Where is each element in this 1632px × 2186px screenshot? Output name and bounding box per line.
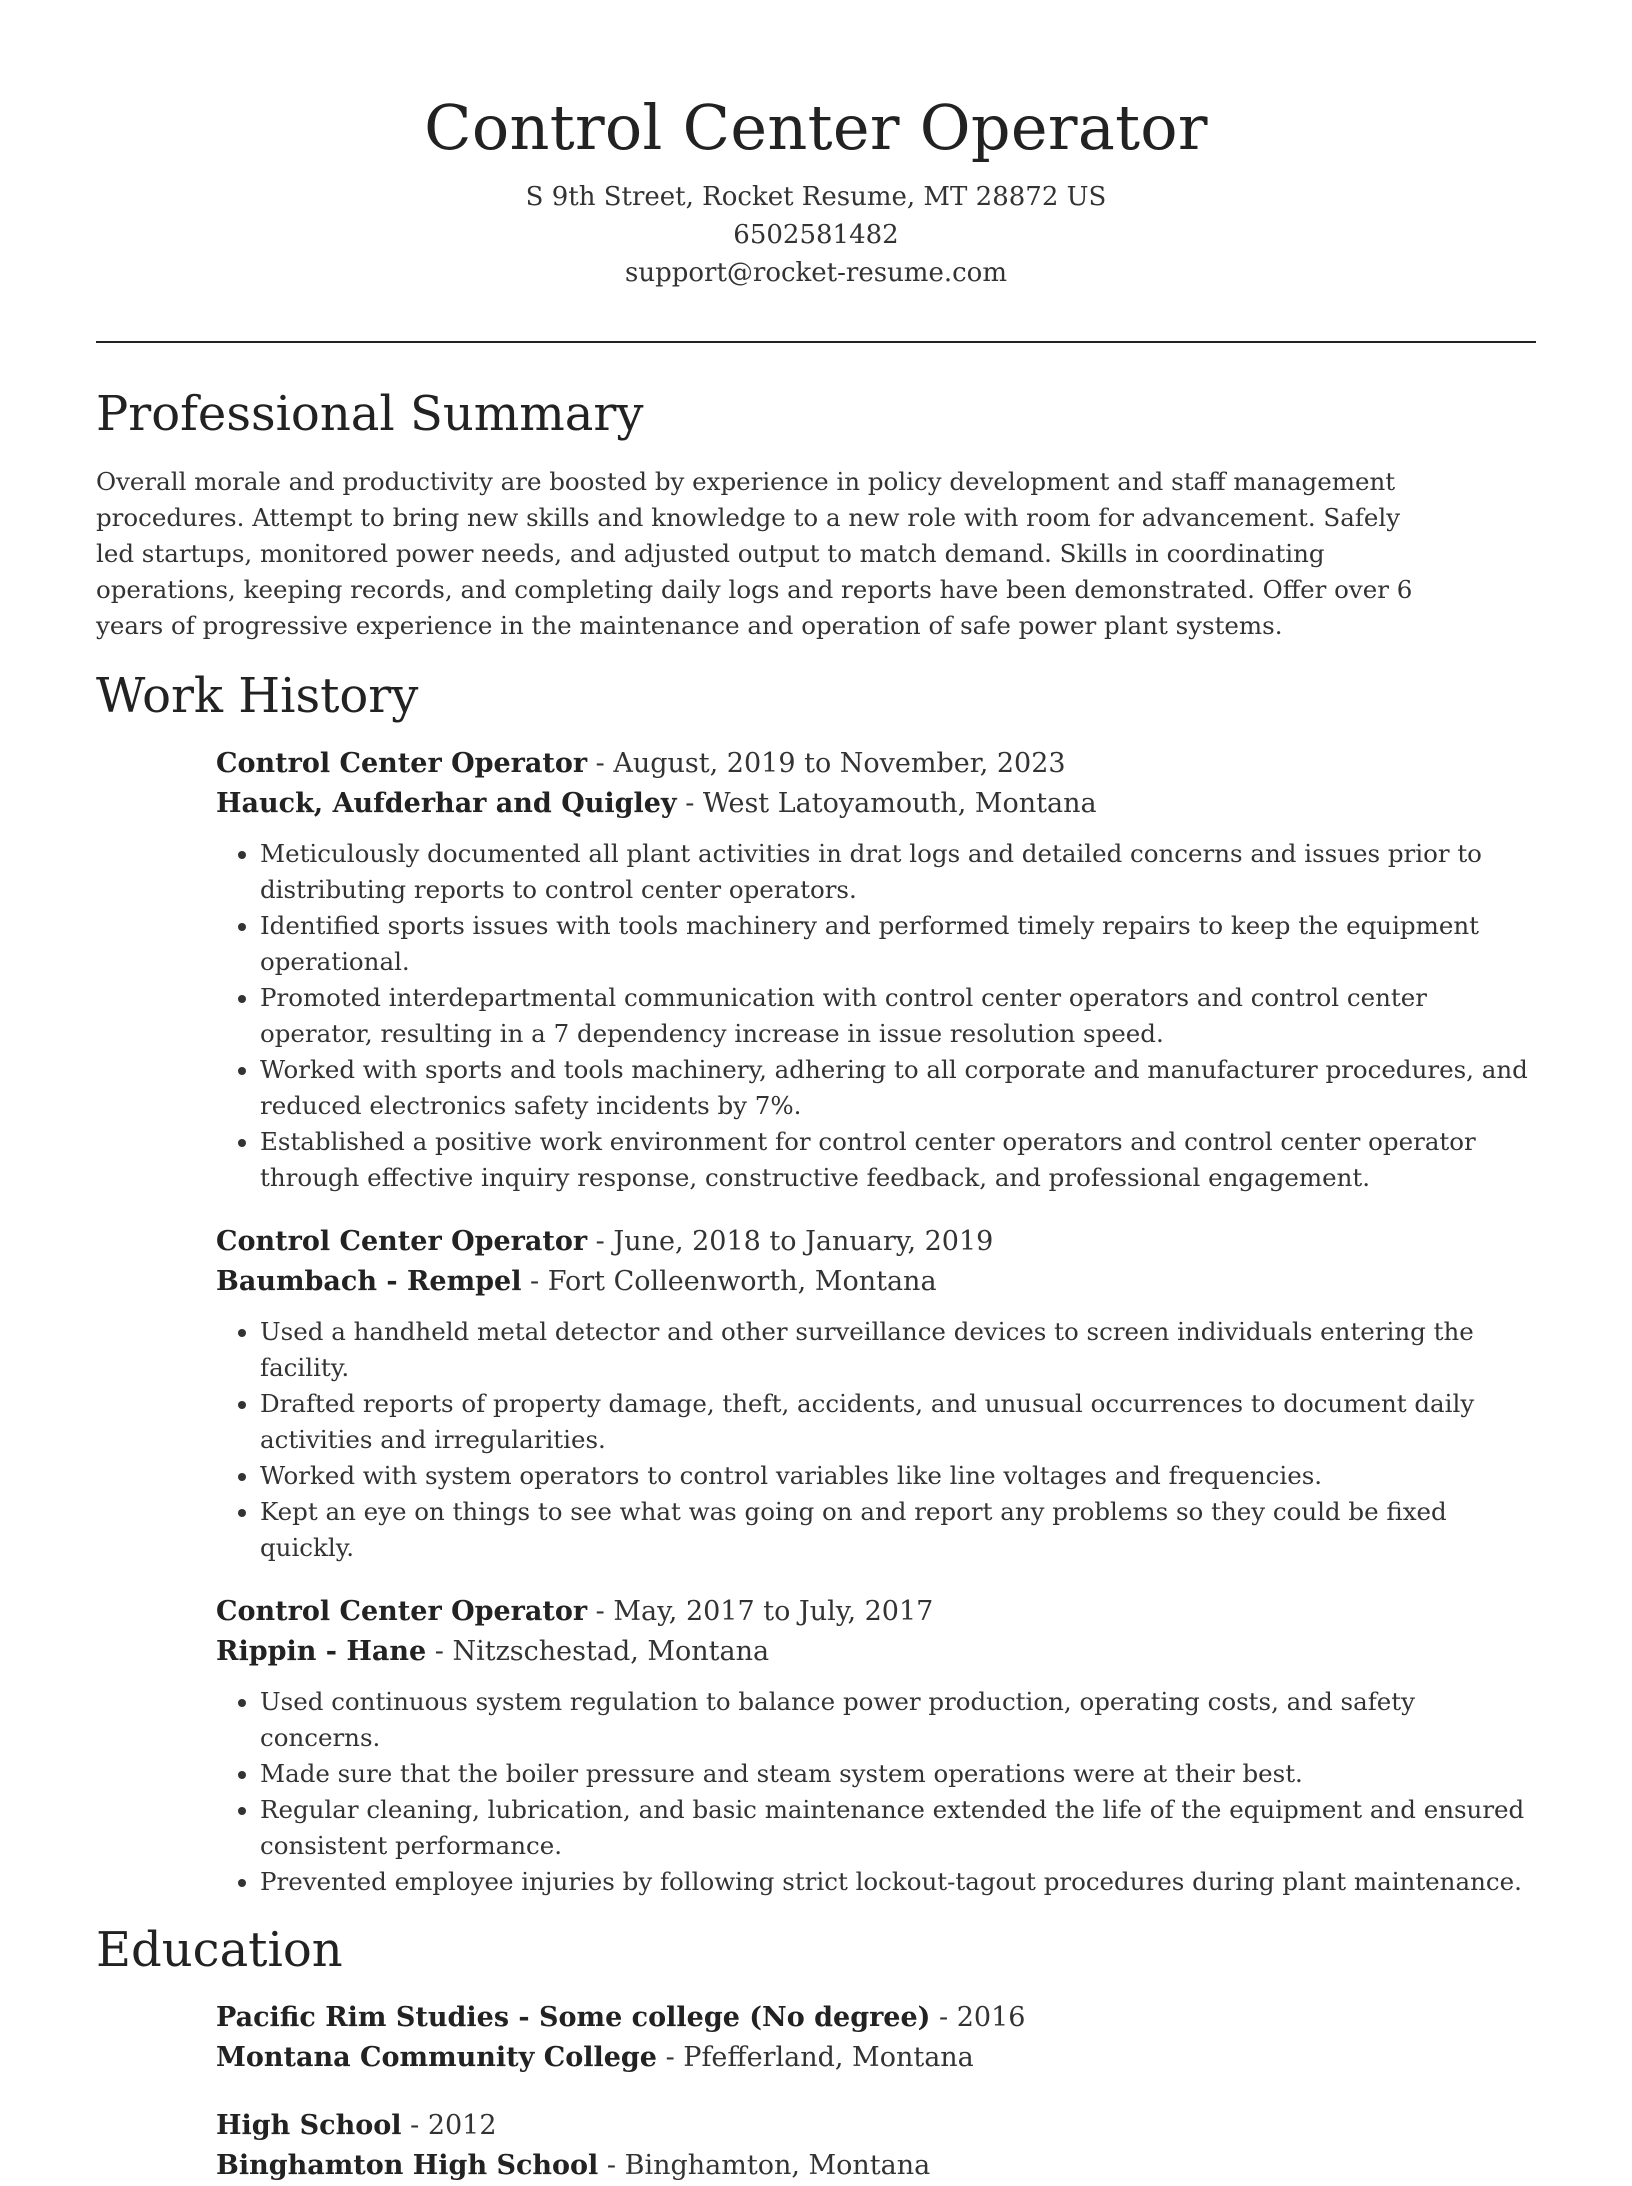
contact-phone: 6502581482 bbox=[733, 220, 899, 250]
contact-address: S 9th Street, Rocket Resume, MT 28872 US bbox=[525, 182, 1107, 212]
job-bullet: • Established a positive work environment for control center operators and control center operator through effective inquiry response, constructive feedback, and professional engagement. bbox=[260, 1124, 1536, 1196]
education-school-line bbox=[216, 2146, 1536, 2186]
job-title-line bbox=[216, 1222, 1536, 1262]
job-bullet: • Promoted interdepartmental communication with control center operators and control center operator, resulting in a 7 dependency increase in issue resolution speed. bbox=[260, 980, 1536, 1052]
education-year: - 2012 bbox=[401, 2110, 497, 2141]
resume-header bbox=[0, 0, 1632, 292]
summary-section bbox=[96, 380, 1536, 644]
job-bullet: • Made sure that the boiler pressure and steam system operations were at their best. bbox=[260, 1756, 1536, 1792]
job-bullet: • Worked with sports and tools machinery, adhering to all corporate and manufacturer procedures, and reduced electronics safety incidents by 7%. bbox=[260, 1052, 1536, 1124]
header-divider bbox=[96, 341, 1536, 343]
job-bullet: • Identified sports issues with tools machinery and performed timely repairs to keep the equipment operational. bbox=[260, 908, 1536, 980]
job-location: - Fort Colleenworth, Montana bbox=[521, 1266, 937, 1297]
job-entry bbox=[216, 1222, 1536, 1566]
education-school: Montana Community College bbox=[216, 2042, 657, 2073]
job-bullet: • Drafted reports of property damage, theft, accidents, and unusual occurrences to document daily activities and irregularities. bbox=[260, 1386, 1536, 1458]
job-role: Control Center Operator bbox=[216, 1596, 588, 1627]
education-location: - Binghamton, Montana bbox=[598, 2150, 931, 2181]
education-school: Binghamton High School bbox=[216, 2150, 599, 2181]
contact-email: support@rocket-resume.com bbox=[624, 258, 1007, 288]
job-dates: - August, 2019 to November, 2023 bbox=[587, 748, 1066, 779]
job-bullet: • Prevented employee injuries by following strict lockout-tagout procedures during plant maintenance. bbox=[260, 1864, 1536, 1900]
education-entry bbox=[216, 1998, 1536, 2078]
job-company-line bbox=[216, 1262, 1536, 1302]
job-title-line bbox=[216, 744, 1536, 784]
education-program-line bbox=[216, 2106, 1536, 2146]
job-company-line bbox=[216, 1632, 1536, 1672]
education-program: Pacific Rim Studies - Some college (No degree) bbox=[216, 2002, 931, 2033]
job-bullet: • Worked with system operators to control variables like line voltages and frequencies. bbox=[260, 1458, 1536, 1494]
education-program-line bbox=[216, 1998, 1536, 2038]
job-dates: - May, 2017 to July, 2017 bbox=[587, 1596, 934, 1627]
contact-block bbox=[0, 178, 1632, 292]
summary-text: Overall morale and productivity are boosted by experience in policy development and staff management procedures. Attempt to bring new skills and knowledge to a new role with room for advancement. Safely led startups, monitored power needs, and adjusted output to match demand. Skills in coordinating operations, keeping records, and completing daily logs and reports have been demonstrated. Offer over 6 years of progressive experience in the maintenance and operation of safe power plant systems. bbox=[96, 467, 1413, 640]
job-company: Hauck, Aufderhar and Quigley bbox=[216, 788, 677, 819]
job-bullet: • Regular cleaning, lubrication, and basic maintenance extended the life of the equipment and ensured consistent performance. bbox=[260, 1792, 1536, 1864]
education-heading: Education bbox=[96, 1922, 343, 1978]
job-bullet: • Kept an eye on things to see what was going on and report any problems so they could be fixed quickly. bbox=[260, 1494, 1536, 1566]
work-history-heading: Work History bbox=[96, 668, 419, 724]
job-role: Control Center Operator bbox=[216, 1226, 588, 1257]
education-school-line bbox=[216, 2038, 1536, 2078]
education-year: - 2016 bbox=[930, 2002, 1026, 2033]
job-bullet: • Used continuous system regulation to balance power production, operating costs, and safety concerns. bbox=[260, 1684, 1536, 1756]
job-entry bbox=[216, 1592, 1536, 1900]
work-history-section bbox=[96, 662, 1536, 1900]
candidate-name: Control Center Operator bbox=[424, 91, 1208, 164]
job-dates: - June, 2018 to January, 2019 bbox=[587, 1226, 994, 1257]
job-bullet-list bbox=[216, 1684, 1536, 1900]
job-bullet: • Used a handheld metal detector and other surveillance devices to screen individuals entering the facility. bbox=[260, 1314, 1536, 1386]
education-entry bbox=[216, 2106, 1536, 2186]
job-company-line bbox=[216, 784, 1536, 824]
education-program: High School bbox=[216, 2110, 402, 2141]
summary-heading: Professional Summary bbox=[96, 386, 644, 442]
job-location: - West Latoyamouth, Montana bbox=[676, 788, 1097, 819]
job-bullet: • Meticulously documented all plant activities in drat logs and detailed concerns and issues prior to distributing reports to control center operators. bbox=[260, 836, 1536, 908]
job-entry bbox=[216, 744, 1536, 1196]
job-company: Rippin - Hane bbox=[216, 1636, 427, 1667]
job-company: Baumbach - Rempel bbox=[216, 1266, 522, 1297]
job-location: - Nitzschestad, Montana bbox=[426, 1636, 770, 1667]
education-location: - Pfefferland, Montana bbox=[656, 2042, 974, 2073]
job-bullet-list bbox=[216, 1314, 1536, 1566]
job-title-line bbox=[216, 1592, 1536, 1632]
resume-body bbox=[96, 380, 1536, 2186]
education-section bbox=[96, 1916, 1536, 2186]
job-bullet-list bbox=[216, 836, 1536, 1196]
job-role: Control Center Operator bbox=[216, 748, 588, 779]
